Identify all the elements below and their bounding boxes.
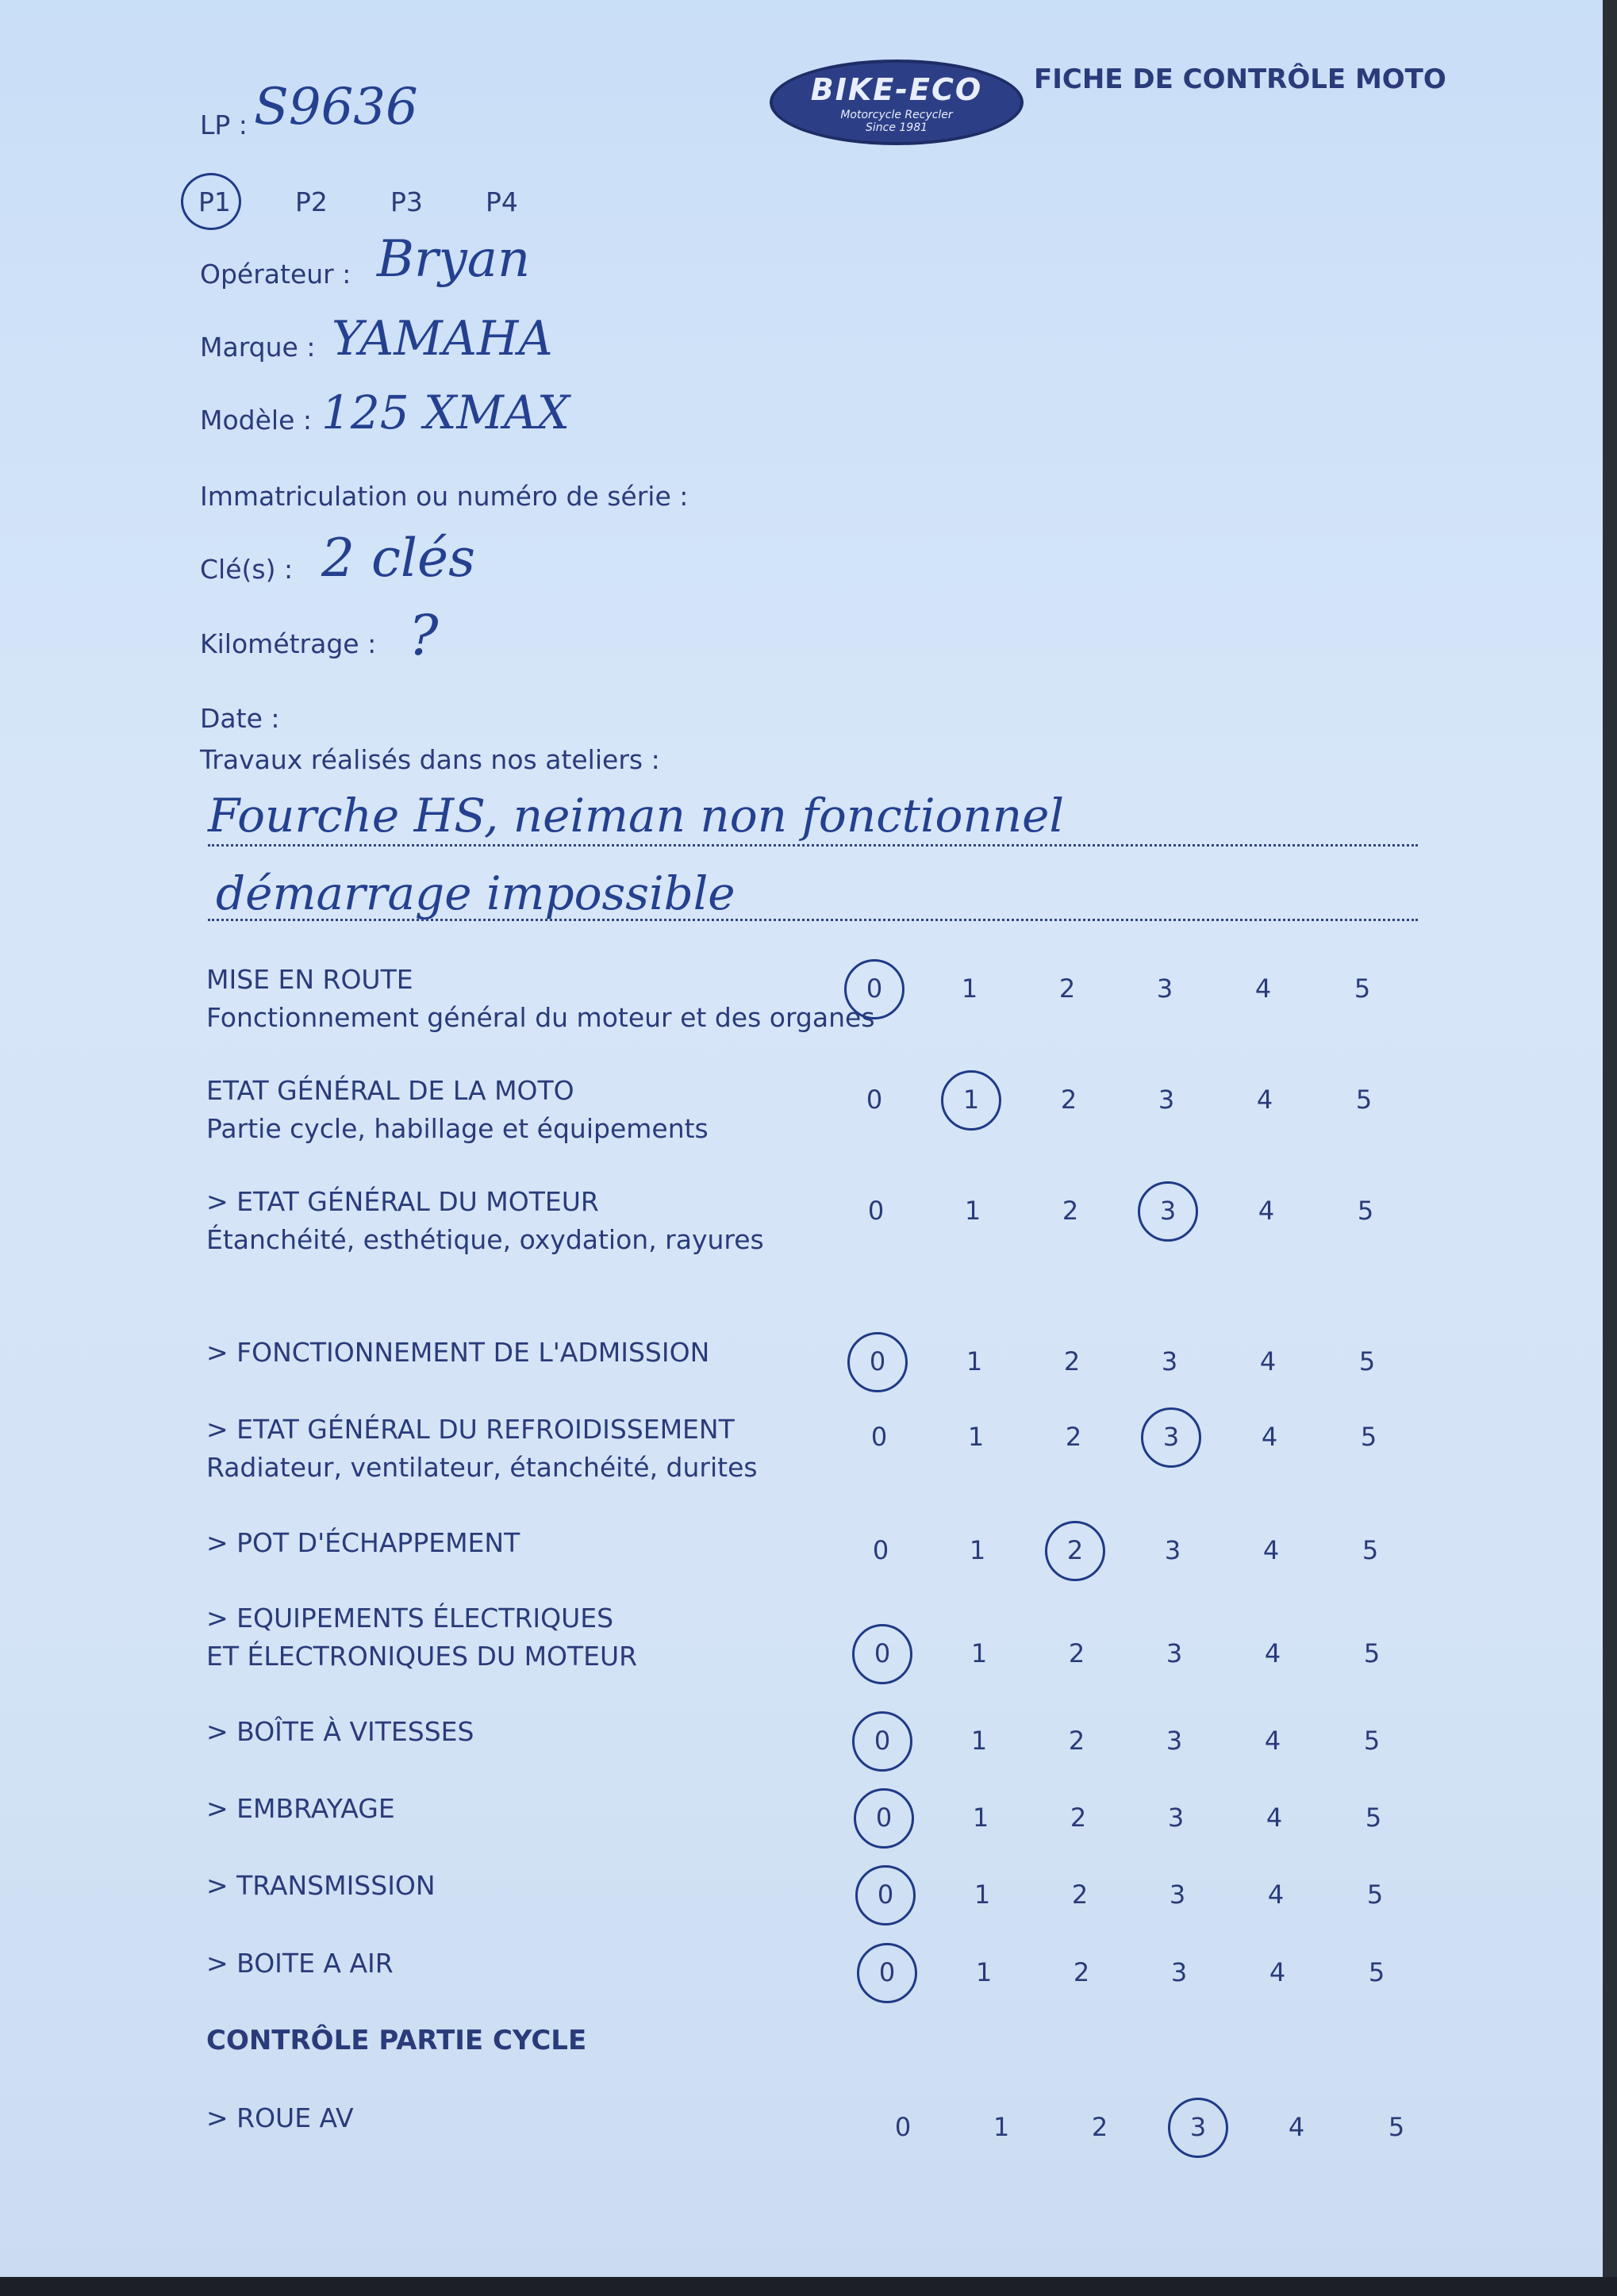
score-option-5[interactable]: 5 [1358, 1346, 1376, 1376]
travaux-dotted-line-2 [208, 919, 1418, 921]
selected-score-circle [1045, 1521, 1105, 1581]
score-option-3[interactable]: 3 [1170, 1957, 1188, 1987]
score-option-4[interactable]: 4 [1261, 1422, 1278, 1452]
score-option-3[interactable]: 3 [1164, 1535, 1181, 1565]
score-option-5[interactable]: 5 [1365, 1803, 1382, 1833]
row-subtitle: Partie cycle, habillage et équipements [206, 1113, 709, 1144]
score-option-4[interactable]: 4 [1258, 1196, 1275, 1226]
score-option-5[interactable]: 5 [1388, 2112, 1405, 2142]
score-option-2[interactable]: 2 [1066, 1535, 1084, 1565]
score-option-3[interactable]: 3 [1189, 2112, 1207, 2142]
score-option-2[interactable]: 2 [1060, 1085, 1077, 1115]
position-p2[interactable]: P2 [295, 186, 328, 217]
score-option-2[interactable]: 2 [1058, 973, 1076, 1004]
score-option-5[interactable]: 5 [1363, 1638, 1381, 1668]
score-option-1[interactable]: 1 [970, 1638, 988, 1668]
row-subtitle: ET ÉLECTRONIQUES DU MOTEUR [206, 1641, 638, 1672]
position-p4[interactable]: P4 [486, 186, 518, 217]
score-option-5[interactable]: 5 [1354, 973, 1371, 1004]
score-option-4[interactable]: 4 [1262, 1535, 1280, 1565]
score-option-5[interactable]: 5 [1368, 1957, 1385, 1987]
row-title: > ETAT GÉNÉRAL DU REFROIDISSEMENT [206, 1414, 735, 1445]
travaux-line-1[interactable]: Fourche HS, neiman non fonctionnel [208, 789, 1065, 843]
score-option-3[interactable]: 3 [1161, 1346, 1178, 1376]
score-option-4[interactable]: 4 [1254, 973, 1272, 1004]
score-option-3[interactable]: 3 [1156, 973, 1173, 1004]
score-option-4[interactable]: 4 [1264, 1638, 1281, 1668]
row-title: > BOITE A AIR [206, 1948, 394, 1979]
score-option-3[interactable]: 3 [1167, 1803, 1185, 1833]
row-title: ETAT GÉNÉRAL DE LA MOTO [206, 1075, 574, 1106]
score-option-1[interactable]: 1 [967, 1422, 985, 1452]
selected-score-circle [855, 1865, 916, 1925]
selected-score-circle [1168, 2098, 1228, 2158]
score-option-1[interactable]: 1 [993, 2112, 1010, 2142]
row-title: > TRANSMISSION [206, 1870, 436, 1901]
row-title: > FONCTIONNEMENT DE L'ADMISSION [206, 1337, 710, 1368]
lp-label: LP : [200, 109, 248, 140]
score-option-4[interactable]: 4 [1266, 1803, 1283, 1833]
score-option-4[interactable]: 4 [1269, 1957, 1286, 1987]
score-option-3[interactable]: 3 [1169, 1879, 1186, 1910]
score-option-4[interactable]: 4 [1256, 1085, 1273, 1115]
score-option-0[interactable]: 0 [877, 1879, 894, 1910]
score-option-3[interactable]: 3 [1162, 1422, 1180, 1452]
score-option-0[interactable]: 0 [867, 1196, 885, 1226]
marque-label: Marque : [200, 332, 316, 363]
background-strip [0, 2277, 1617, 2296]
score-option-2[interactable]: 2 [1065, 1422, 1082, 1452]
section-partie-cycle-title: CONTRÔLE PARTIE CYCLE [206, 2025, 587, 2056]
bike-eco-logo [770, 60, 1024, 145]
travaux-line-2[interactable]: démarrage impossible [216, 866, 736, 920]
score-option-5[interactable]: 5 [1357, 1196, 1374, 1226]
score-option-3[interactable]: 3 [1166, 1726, 1183, 1756]
row-subtitle: Étanchéité, esthétique, oxydation, rayures [206, 1224, 764, 1255]
score-option-0[interactable]: 0 [866, 1085, 883, 1115]
modele-value[interactable]: 125 XMAX [321, 386, 570, 440]
row-title: MISE EN ROUTE [206, 964, 413, 995]
operateur-label: Opérateur : [200, 259, 351, 290]
score-option-4[interactable]: 4 [1264, 1726, 1281, 1756]
travaux-dotted-line-1 [208, 844, 1418, 847]
cles-label: Clé(s) : [200, 554, 294, 585]
score-option-1[interactable]: 1 [970, 1726, 988, 1756]
score-option-0[interactable]: 0 [866, 973, 883, 1004]
score-option-5[interactable]: 5 [1360, 1422, 1377, 1452]
score-option-2[interactable]: 2 [1068, 1638, 1085, 1668]
score-option-2[interactable]: 2 [1062, 1196, 1079, 1226]
row-subtitle: Radiateur, ventilateur, étanchéité, durites [206, 1452, 758, 1483]
score-option-0[interactable]: 0 [874, 1638, 891, 1668]
row-subtitle: Fonctionnement général du moteur et des organes [206, 1002, 875, 1033]
logo-brand: BIKE-ECO [810, 72, 983, 107]
score-option-2[interactable]: 2 [1068, 1726, 1085, 1756]
row-title: > ROUE AV [206, 2102, 354, 2133]
score-option-0[interactable]: 0 [875, 1803, 893, 1833]
score-option-4[interactable]: 4 [1259, 1346, 1277, 1376]
score-option-2[interactable]: 2 [1091, 2112, 1108, 2142]
marque-value[interactable]: YAMAHA [332, 311, 553, 367]
score-option-1[interactable]: 1 [961, 973, 978, 1004]
score-option-5[interactable]: 5 [1366, 1879, 1384, 1910]
score-option-1[interactable]: 1 [964, 1196, 981, 1226]
form-title: FICHE DE CONTRÔLE MOTO [1034, 63, 1446, 95]
score-option-4[interactable]: 4 [1288, 2112, 1305, 2142]
immatriculation-label: Immatriculation ou numéro de série : [200, 481, 689, 512]
selected-score-circle [854, 1788, 914, 1849]
lp-value[interactable]: S9636 [254, 78, 418, 136]
row-title: > ETAT GÉNÉRAL DU MOTEUR [206, 1186, 599, 1217]
score-option-2[interactable]: 2 [1073, 1957, 1090, 1987]
score-option-5[interactable]: 5 [1355, 1085, 1373, 1115]
selected-score-circle [1138, 1181, 1198, 1242]
score-option-4[interactable]: 4 [1267, 1879, 1285, 1910]
row-title: > BOÎTE À VITESSES [206, 1716, 474, 1747]
modele-label: Modèle : [200, 405, 312, 436]
selected-score-circle [857, 1943, 917, 2003]
score-option-5[interactable]: 5 [1363, 1726, 1381, 1756]
score-option-0[interactable]: 0 [869, 1346, 886, 1376]
score-option-1[interactable]: 1 [969, 1535, 986, 1565]
selected-score-circle [844, 959, 905, 1019]
cles-value[interactable]: 2 clés [321, 528, 475, 589]
score-option-2[interactable]: 2 [1063, 1346, 1081, 1376]
score-option-5[interactable]: 5 [1362, 1535, 1379, 1565]
score-option-1[interactable]: 1 [962, 1085, 980, 1115]
selected-score-circle [847, 1332, 908, 1392]
row-title: > EMBRAYAGE [206, 1793, 395, 1824]
logo-tagline: Motorcycle Recycler [840, 109, 953, 121]
selected-score-circle [941, 1070, 1001, 1131]
score-option-0[interactable]: 0 [872, 1535, 889, 1565]
date-label: Date : [200, 703, 280, 734]
score-option-3[interactable]: 3 [1166, 1638, 1183, 1668]
score-option-0[interactable]: 0 [878, 1957, 896, 1987]
row-title: > POT D'ÉCHAPPEMENT [206, 1527, 520, 1558]
score-option-1[interactable]: 1 [975, 1957, 993, 1987]
score-option-3[interactable]: 3 [1159, 1196, 1177, 1226]
score-option-1[interactable]: 1 [966, 1346, 983, 1376]
logo-since: Since 1981 [865, 121, 928, 134]
score-option-2[interactable]: 2 [1071, 1879, 1089, 1910]
score-option-3[interactable]: 3 [1158, 1085, 1175, 1115]
position-p1[interactable]: P1 [198, 186, 231, 217]
selected-score-circle [1141, 1407, 1201, 1468]
selected-score-circle [852, 1711, 912, 1772]
score-option-0[interactable]: 0 [870, 1422, 888, 1452]
kilometrage-value[interactable]: ? [409, 603, 439, 668]
score-option-0[interactable]: 0 [894, 2112, 912, 2142]
score-option-1[interactable]: 1 [972, 1803, 989, 1833]
travaux-label: Travaux réalisés dans nos ateliers : [200, 744, 660, 775]
position-p3[interactable]: P3 [390, 186, 423, 217]
score-option-1[interactable]: 1 [974, 1879, 991, 1910]
operateur-value[interactable]: Bryan [377, 230, 531, 289]
kilometrage-label: Kilométrage : [200, 628, 377, 659]
selected-score-circle [852, 1624, 912, 1684]
score-option-0[interactable]: 0 [874, 1726, 891, 1756]
row-title: > EQUIPEMENTS ÉLECTRIQUES [206, 1603, 614, 1634]
score-option-2[interactable]: 2 [1070, 1803, 1087, 1833]
